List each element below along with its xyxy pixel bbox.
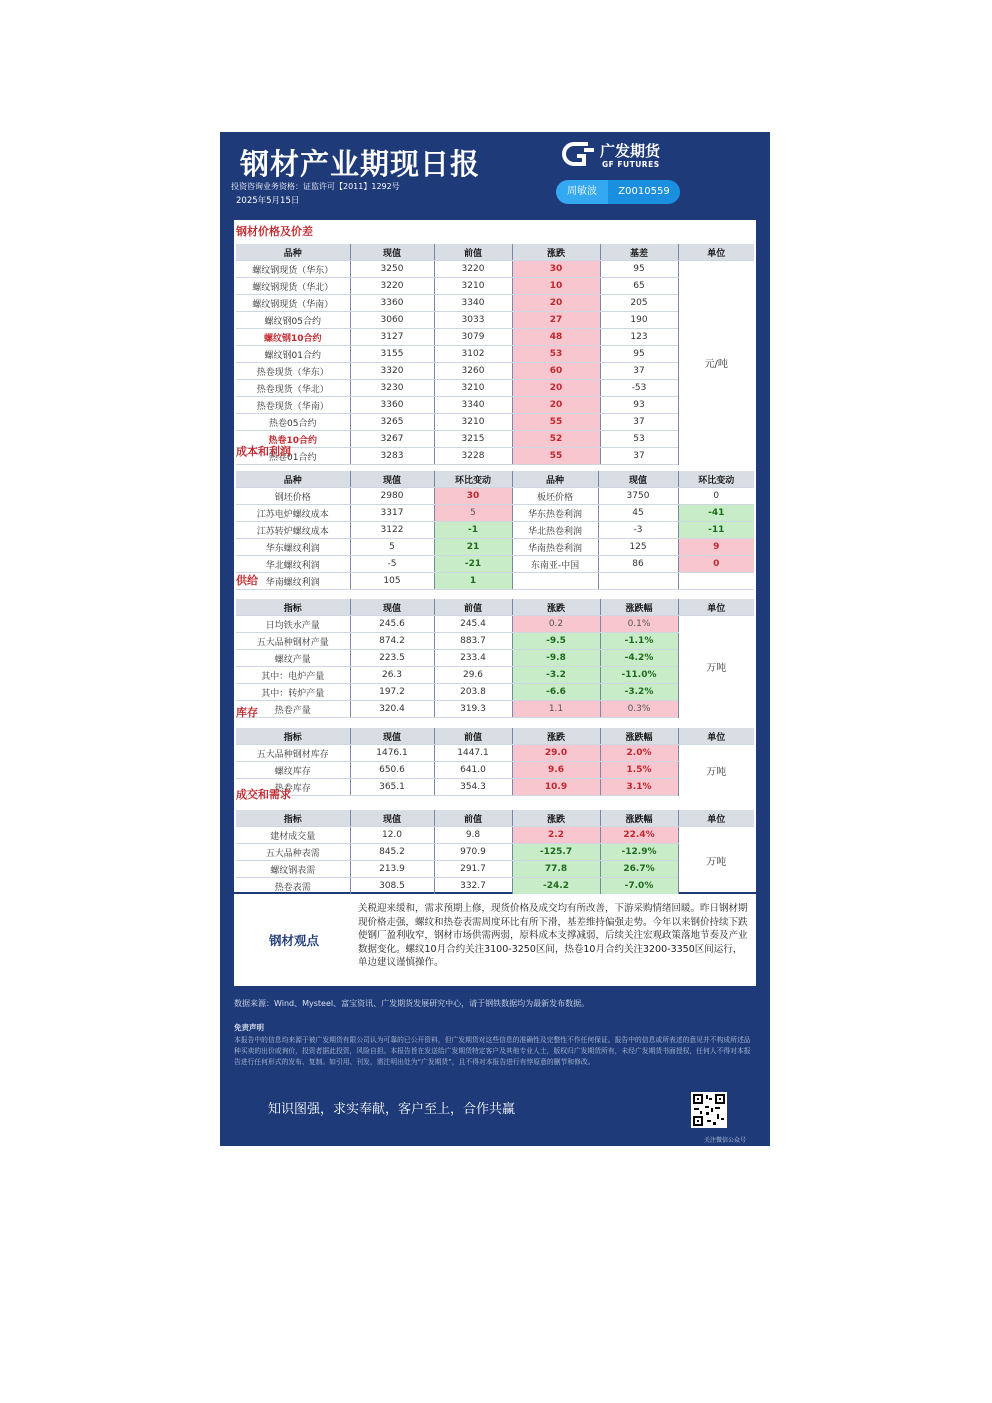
column-header: 涨跌幅 <box>600 599 678 616</box>
row-label: 热卷产量 <box>236 701 350 718</box>
current-value: 3127 <box>350 329 434 346</box>
table-row <box>236 667 754 684</box>
basis-value: 37 <box>600 363 678 380</box>
change-percent: -3.2% <box>600 684 678 701</box>
change-percent: 3.1% <box>600 779 678 796</box>
change-value: 52 <box>512 431 600 448</box>
analyst-license-id: Z0010559 <box>618 186 670 197</box>
change-percent: 0.3% <box>600 701 678 718</box>
report-title: 钢材产业期现日报 <box>240 147 481 181</box>
change-value: 10 <box>512 278 600 295</box>
unit-label: 万吨 <box>678 616 754 718</box>
table-row <box>236 827 754 844</box>
data-source: 数据来源：Wind、Mysteel、富宝资讯、广发期货发展研究中心，请于钢铁数据均为最新发布数据。 <box>234 999 590 1008</box>
previous-value: 9.8 <box>434 827 512 844</box>
current-value: 320.4 <box>350 701 434 718</box>
company-logo <box>562 138 672 174</box>
row-label: 热卷现货（华东） <box>236 363 350 380</box>
column-header: 单位 <box>678 599 754 616</box>
previous-value: 1447.1 <box>434 745 512 762</box>
logo-english: GF FUTURES <box>602 160 660 169</box>
basis-value: -53 <box>600 380 678 397</box>
row-label: 五大品种钢材库存 <box>236 745 350 762</box>
change-value: 53 <box>512 346 600 363</box>
column-header: 指标 <box>236 599 350 616</box>
table-row <box>236 380 754 397</box>
previous-value: 3220 <box>434 261 512 278</box>
row-label: 华北螺纹利润 <box>236 556 350 573</box>
table-row <box>236 650 754 667</box>
column-header: 前值 <box>434 244 512 261</box>
column-header: 前值 <box>434 728 512 745</box>
change-value: -3.2 <box>512 667 600 684</box>
previous-value: 3340 <box>434 295 512 312</box>
opinion-text: 关税迎来缓和，需求预期上修，现货价格及成交均有所改善，下游采购情绪回暖。昨日钢材期现价格走强，螺纹和热卷表需周度环比有所下滑，基差维持偏强走势。今年以来钢价持续下跌使钢厂盈利收窄，钢材市场供需两弱，原料成本支撑减弱，后续关注宏观政策落地节奏及产业数据变化。螺纹10月合约关注3100-3250区间，热卷10月合约关注3200-3350区间运行，单边建议谨慎操作。 <box>358 903 748 968</box>
table-header-row <box>236 810 754 827</box>
current-value: 26.3 <box>350 667 434 684</box>
current-value: 86 <box>598 556 678 573</box>
change-value: -24.2 <box>512 878 600 895</box>
column-header: 涨跌幅 <box>600 728 678 745</box>
row-label: 热卷表需 <box>236 878 350 895</box>
change-value: 20 <box>512 380 600 397</box>
change-value: -11 <box>678 522 754 539</box>
row-label: 华北热卷利润 <box>512 522 598 539</box>
change-value: 29.0 <box>512 745 600 762</box>
row-label: 五大品种表需 <box>236 844 350 861</box>
previous-value: 245.4 <box>434 616 512 633</box>
section-title-cost: 成本和利润 <box>236 445 291 458</box>
column-header: 现值 <box>598 471 678 488</box>
current-value: 3220 <box>350 278 434 295</box>
change-value: 60 <box>512 363 600 380</box>
change-value: 77.8 <box>512 861 600 878</box>
previous-value: 641.0 <box>434 762 512 779</box>
row-label: 板坯价格 <box>512 488 598 505</box>
gf-logo-icon <box>562 138 596 170</box>
change-value: 1.1 <box>512 701 600 718</box>
row-label: 其中：电炉产量 <box>236 667 350 684</box>
table-row <box>236 861 754 878</box>
change-value: -41 <box>678 505 754 522</box>
opinion-box <box>234 894 756 986</box>
column-header: 基差 <box>600 244 678 261</box>
change-value: 0 <box>678 488 754 505</box>
previous-value: 3102 <box>434 346 512 363</box>
change-value: 2.2 <box>512 827 600 844</box>
current-value: 3265 <box>350 414 434 431</box>
table-row <box>236 633 754 650</box>
demand-table <box>236 810 754 895</box>
change-value: 30 <box>512 261 600 278</box>
column-header: 涨跌 <box>512 810 600 827</box>
current-value: 874.2 <box>350 633 434 650</box>
previous-value: 883.7 <box>434 633 512 650</box>
current-value: 105 <box>350 573 434 590</box>
row-label <box>512 573 598 590</box>
row-label: 其中：转炉产量 <box>236 684 350 701</box>
basis-value: 37 <box>600 414 678 431</box>
table-row <box>236 278 754 295</box>
change-value: 30 <box>434 488 512 505</box>
table-header-row <box>236 728 754 745</box>
row-label: 华东螺纹利润 <box>236 539 350 556</box>
logo-chinese: 广发期货 <box>600 142 661 160</box>
table-row <box>236 745 754 762</box>
row-label: 螺纹钢05合约 <box>236 312 350 329</box>
table-header-row <box>236 471 754 488</box>
table-row <box>236 363 754 380</box>
row-label: 热卷10合约 <box>236 431 350 448</box>
change-percent: -12.9% <box>600 844 678 861</box>
column-header: 涨跌 <box>512 599 600 616</box>
column-header: 环比变动 <box>678 471 754 488</box>
basis-value: 37 <box>600 448 678 465</box>
row-label: 华南螺纹利润 <box>236 573 350 590</box>
row-label: 华南热卷利润 <box>512 539 598 556</box>
current-value: 12.0 <box>350 827 434 844</box>
row-label: 螺纹钢表需 <box>236 861 350 878</box>
unit-label: 万吨 <box>678 827 754 895</box>
column-header: 品种 <box>236 244 350 261</box>
cost-table <box>236 471 754 590</box>
current-value: 3360 <box>350 295 434 312</box>
change-percent: -7.0% <box>600 878 678 895</box>
change-value: 1 <box>434 573 512 590</box>
table-row <box>236 779 754 796</box>
previous-value: 3210 <box>434 414 512 431</box>
change-value: 9.6 <box>512 762 600 779</box>
section-title-supply: 供给 <box>236 574 258 587</box>
change-percent: 22.4% <box>600 827 678 844</box>
change-value: -6.6 <box>512 684 600 701</box>
column-header: 指标 <box>236 728 350 745</box>
column-header: 单位 <box>678 810 754 827</box>
change-value: 55 <box>512 448 600 465</box>
daily-report <box>220 132 770 1146</box>
basis-value: 93 <box>600 397 678 414</box>
section-title-inventory: 库存 <box>236 706 258 719</box>
previous-value: 3033 <box>434 312 512 329</box>
disclaimer-text: 本报告中的信息均来源于被广发期货有限公司认为可靠的已公开资料，但广发期货对这些信息的准确性及完整性不作任何保证。报告中的信息或所表述的意见并不构成所述品种买卖的出价或询价，投资者据此投资，风险自担。本报告旨在发送给广发期货特定客户及其他专业人士，版权归广发期货所有，未经广发期货书面授权，任何人不得对本报告进行任何形式的发布、复制。如引用、刊发，需注明出处为“广发期货”，且不得对本报告进行有悖原意的删节和修改。 <box>234 1036 751 1066</box>
previous-value: 3340 <box>434 397 512 414</box>
table-row <box>236 329 754 346</box>
previous-value: 354.3 <box>434 779 512 796</box>
current-value: 845.2 <box>350 844 434 861</box>
license-text: 投资咨询业务资格：证监许可【2011】1292号 <box>231 182 400 191</box>
change-value: 5 <box>434 505 512 522</box>
table-row <box>236 616 754 633</box>
row-label: 热卷01合约 <box>236 448 350 465</box>
row-label: 热卷库存 <box>236 779 350 796</box>
qr-caption: 关注微信公众号 <box>704 1137 747 1144</box>
previous-value: 3228 <box>434 448 512 465</box>
current-value: 3317 <box>350 505 434 522</box>
disclaimer-title: 免责声明 <box>234 1023 264 1032</box>
previous-value: 203.8 <box>434 684 512 701</box>
change-percent: 26.7% <box>600 861 678 878</box>
current-value: -3 <box>598 522 678 539</box>
current-value: 3283 <box>350 448 434 465</box>
current-value: 3230 <box>350 380 434 397</box>
table-row <box>236 505 754 522</box>
section-title-price: 钢材价格及价差 <box>236 225 313 238</box>
opinion-label: 钢材观点 <box>268 933 319 948</box>
table-row <box>236 346 754 363</box>
change-value: -21 <box>434 556 512 573</box>
row-label: 螺纹库存 <box>236 762 350 779</box>
current-value: 365.1 <box>350 779 434 796</box>
current-value: 3155 <box>350 346 434 363</box>
row-label: 螺纹钢现货（华东） <box>236 261 350 278</box>
report-date: 2025年5月15日 <box>236 196 300 206</box>
change-value: 20 <box>512 295 600 312</box>
column-header: 前值 <box>434 810 512 827</box>
row-label: 热卷现货（华北） <box>236 380 350 397</box>
previous-value: 3215 <box>434 431 512 448</box>
basis-value: 95 <box>600 346 678 363</box>
column-header: 品种 <box>512 471 598 488</box>
change-value: 0 <box>678 556 754 573</box>
row-label: 五大品种钢材产量 <box>236 633 350 650</box>
section-title-demand: 成交和需求 <box>236 788 291 801</box>
basis-value: 65 <box>600 278 678 295</box>
table-row <box>236 312 754 329</box>
row-label: 螺纹钢现货（华北） <box>236 278 350 295</box>
change-value: 9 <box>678 539 754 556</box>
previous-value: 3079 <box>434 329 512 346</box>
current-value: 245.6 <box>350 616 434 633</box>
column-header: 现值 <box>350 471 434 488</box>
current-value: 3267 <box>350 431 434 448</box>
table-row <box>236 295 754 312</box>
column-header: 单位 <box>678 728 754 745</box>
row-label: 螺纹钢现货（华南） <box>236 295 350 312</box>
table-header-row <box>236 599 754 616</box>
row-label: 江苏电炉螺纹成本 <box>236 505 350 522</box>
unit-label: 万吨 <box>678 745 754 796</box>
change-value: -1 <box>434 522 512 539</box>
row-label: 螺纹产量 <box>236 650 350 667</box>
current-value: 308.5 <box>350 878 434 895</box>
table-row <box>236 762 754 779</box>
previous-value: 970.9 <box>434 844 512 861</box>
change-value: 48 <box>512 329 600 346</box>
row-label: 日均铁水产量 <box>236 616 350 633</box>
qr-code-icon <box>691 1092 727 1128</box>
row-label: 螺纹钢01合约 <box>236 346 350 363</box>
column-header: 现值 <box>350 244 434 261</box>
current-value: 3750 <box>598 488 678 505</box>
column-header: 环比变动 <box>434 471 512 488</box>
analyst-badge <box>556 180 680 204</box>
current-value: 1476.1 <box>350 745 434 762</box>
report-header <box>220 132 770 220</box>
change-value: 10.9 <box>512 779 600 796</box>
change-percent: -4.2% <box>600 650 678 667</box>
current-value: 125 <box>598 539 678 556</box>
company-slogan: 知识图强，求实奉献，客户至上，合作共赢 <box>268 1102 516 1117</box>
table-row <box>236 573 754 590</box>
row-label: 螺纹钢10合约 <box>236 329 350 346</box>
basis-value: 95 <box>600 261 678 278</box>
basis-value: 190 <box>600 312 678 329</box>
change-percent: 0.1% <box>600 616 678 633</box>
table-row <box>236 844 754 861</box>
current-value: 197.2 <box>350 684 434 701</box>
table-row <box>236 431 754 448</box>
row-label: 钢坯价格 <box>236 488 350 505</box>
table-header-row <box>236 244 754 261</box>
column-header: 现值 <box>350 728 434 745</box>
table-row <box>236 522 754 539</box>
current-value: 650.6 <box>350 762 434 779</box>
row-label: 热卷现货（华南） <box>236 397 350 414</box>
previous-value: 3210 <box>434 278 512 295</box>
current-value: -5 <box>350 556 434 573</box>
change-value: -125.7 <box>512 844 600 861</box>
inventory-table <box>236 728 754 796</box>
table-row <box>236 556 754 573</box>
column-header: 涨跌 <box>512 728 600 745</box>
row-label: 建材成交量 <box>236 827 350 844</box>
change-value <box>678 573 754 590</box>
previous-value: 3260 <box>434 363 512 380</box>
current-value: 3320 <box>350 363 434 380</box>
data-panel <box>234 220 756 892</box>
table-row <box>236 448 754 465</box>
price-table <box>236 244 754 465</box>
previous-value: 29.6 <box>434 667 512 684</box>
current-value: 3360 <box>350 397 434 414</box>
basis-value: 53 <box>600 431 678 448</box>
table-row <box>236 397 754 414</box>
table-row <box>236 684 754 701</box>
current-value: 5 <box>350 539 434 556</box>
row-label: 东南亚-中国 <box>512 556 598 573</box>
current-value: 45 <box>598 505 678 522</box>
change-percent: -11.0% <box>600 667 678 684</box>
change-percent: -1.1% <box>600 633 678 650</box>
table-row <box>236 878 754 895</box>
row-label: 华东热卷利润 <box>512 505 598 522</box>
previous-value: 3210 <box>434 380 512 397</box>
column-header: 单位 <box>678 244 754 261</box>
analyst-name: 周敏波 <box>556 180 608 204</box>
change-value: 21 <box>434 539 512 556</box>
change-value: -9.5 <box>512 633 600 650</box>
current-value: 223.5 <box>350 650 434 667</box>
current-value: 3060 <box>350 312 434 329</box>
qr-code[interactable] <box>691 1092 727 1128</box>
current-value: 3122 <box>350 522 434 539</box>
basis-value: 123 <box>600 329 678 346</box>
change-value: 27 <box>512 312 600 329</box>
column-header: 涨跌 <box>512 244 600 261</box>
column-header: 前值 <box>434 599 512 616</box>
current-value: 3250 <box>350 261 434 278</box>
table-row <box>236 414 754 431</box>
unit-label: 元/吨 <box>678 261 754 465</box>
column-header: 现值 <box>350 599 434 616</box>
table-row <box>236 261 754 278</box>
change-value: 20 <box>512 397 600 414</box>
supply-table <box>236 599 754 718</box>
current-value: 213.9 <box>350 861 434 878</box>
change-percent: 2.0% <box>600 745 678 762</box>
current-value <box>598 573 678 590</box>
row-label: 热卷05合约 <box>236 414 350 431</box>
table-row <box>236 539 754 556</box>
change-value: 55 <box>512 414 600 431</box>
column-header: 指标 <box>236 810 350 827</box>
previous-value: 332.7 <box>434 878 512 895</box>
column-header: 现值 <box>350 810 434 827</box>
table-row <box>236 701 754 718</box>
previous-value: 319.3 <box>434 701 512 718</box>
change-percent: 1.5% <box>600 762 678 779</box>
current-value: 2980 <box>350 488 434 505</box>
previous-value: 233.4 <box>434 650 512 667</box>
column-header: 涨跌幅 <box>600 810 678 827</box>
basis-value: 205 <box>600 295 678 312</box>
previous-value: 291.7 <box>434 861 512 878</box>
change-value: -9.8 <box>512 650 600 667</box>
column-header: 品种 <box>236 471 350 488</box>
table-row <box>236 488 754 505</box>
change-value: 0.2 <box>512 616 600 633</box>
row-label: 江苏转炉螺纹成本 <box>236 522 350 539</box>
